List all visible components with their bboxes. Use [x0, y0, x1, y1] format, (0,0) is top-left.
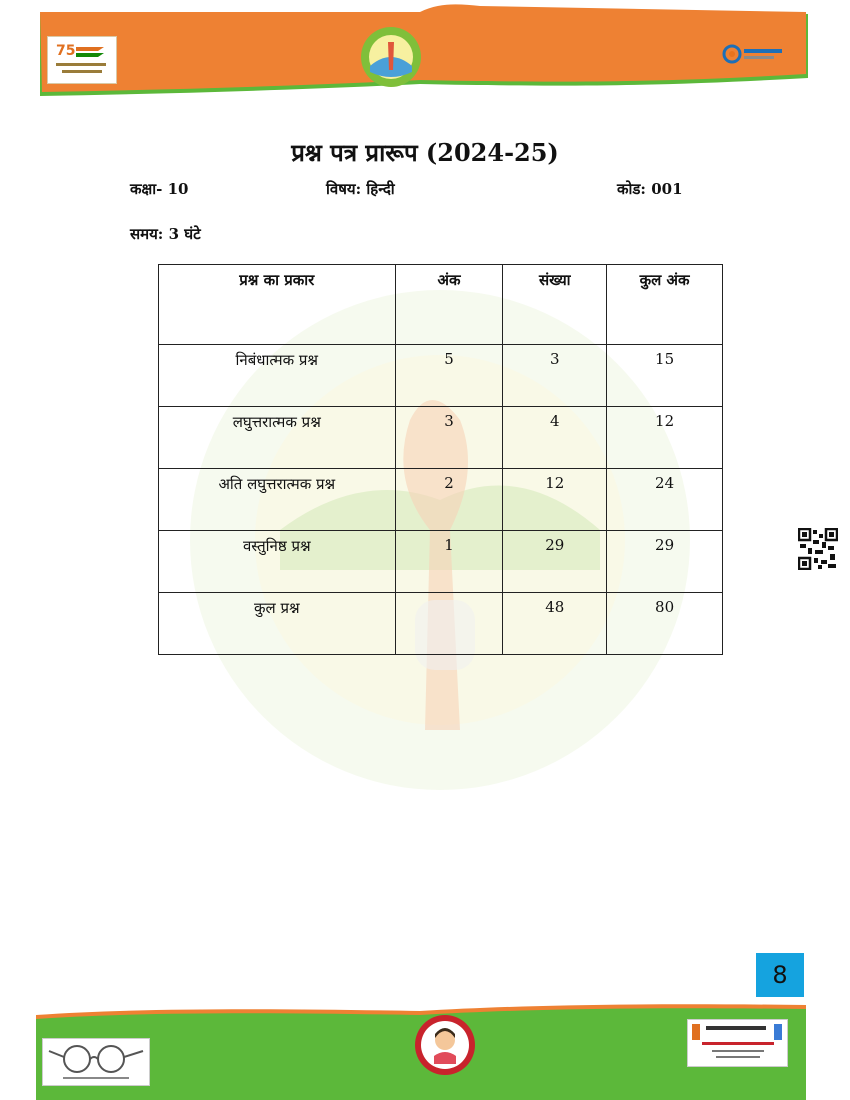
cell-marks: 2: [395, 469, 503, 531]
header-left-logo: [47, 36, 117, 84]
cell-total-marks: 80: [607, 593, 723, 655]
cell-question-type: निबंधात्मक प्रश्न: [159, 345, 396, 407]
swachh-bharat-glasses-icon: [43, 1039, 149, 1085]
board-emblem-logo-icon: [360, 26, 422, 88]
cell-total-marks: 15: [607, 345, 723, 407]
table-row-total: [159, 593, 723, 655]
cell-question-type: अति लघुत्तरात्मक प्रश्न: [159, 469, 396, 531]
question-pattern-table: [158, 264, 723, 655]
table-header-row: [159, 265, 723, 345]
header-total-marks: कुल अंक: [607, 265, 723, 345]
cell-total-marks: 29: [607, 531, 723, 593]
class-label: कक्षा- 10: [130, 180, 189, 198]
shiksha-adhikar-logo-icon: [688, 1020, 787, 1066]
cell-marks: 1: [395, 531, 503, 593]
cell-marks: [395, 593, 503, 655]
cell-count: 4: [503, 407, 607, 469]
page-title: प्रश्न पत्र प्रारूप (2024-25): [291, 138, 559, 167]
cell-count: 29: [503, 531, 607, 593]
code-label: कोड: 001: [617, 180, 683, 198]
cell-total-marks: 24: [607, 469, 723, 531]
table-row: [159, 407, 723, 469]
header-question-type: प्रश्न का प्रकार: [159, 265, 396, 345]
cell-marks: 3: [395, 407, 503, 469]
cell-marks: 5: [395, 345, 503, 407]
time-label: समय: 3 घंटे: [130, 225, 201, 243]
subject-label: विषय: हिन्दी: [326, 180, 395, 198]
table-row: [159, 531, 723, 593]
table-row: [159, 345, 723, 407]
cell-count: 12: [503, 469, 607, 531]
cell-total-marks: 12: [607, 407, 723, 469]
page-number-badge: 8: [756, 953, 804, 997]
footer-left-logo: [42, 1038, 150, 1086]
cell-question-type: कुल प्रश्न: [159, 593, 396, 655]
footer-right-logo: [687, 1019, 788, 1067]
cell-count: 48: [503, 593, 607, 655]
table-row: [159, 469, 723, 531]
beti-bachao-logo-icon: [414, 1014, 476, 1076]
azadi-logo-icon: [48, 37, 116, 83]
cell-count: 3: [503, 345, 607, 407]
header-marks: अंक: [395, 265, 503, 345]
svg-text:75: 75: [56, 43, 76, 59]
cell-question-type: वस्तुनिष्ठ प्रश्न: [159, 531, 396, 593]
digital-india-logo-icon: [722, 40, 788, 68]
cell-question-type: लघुत्तरात्मक प्रश्न: [159, 407, 396, 469]
header-count: संख्या: [503, 265, 607, 345]
qr-code-icon[interactable]: [798, 528, 838, 570]
